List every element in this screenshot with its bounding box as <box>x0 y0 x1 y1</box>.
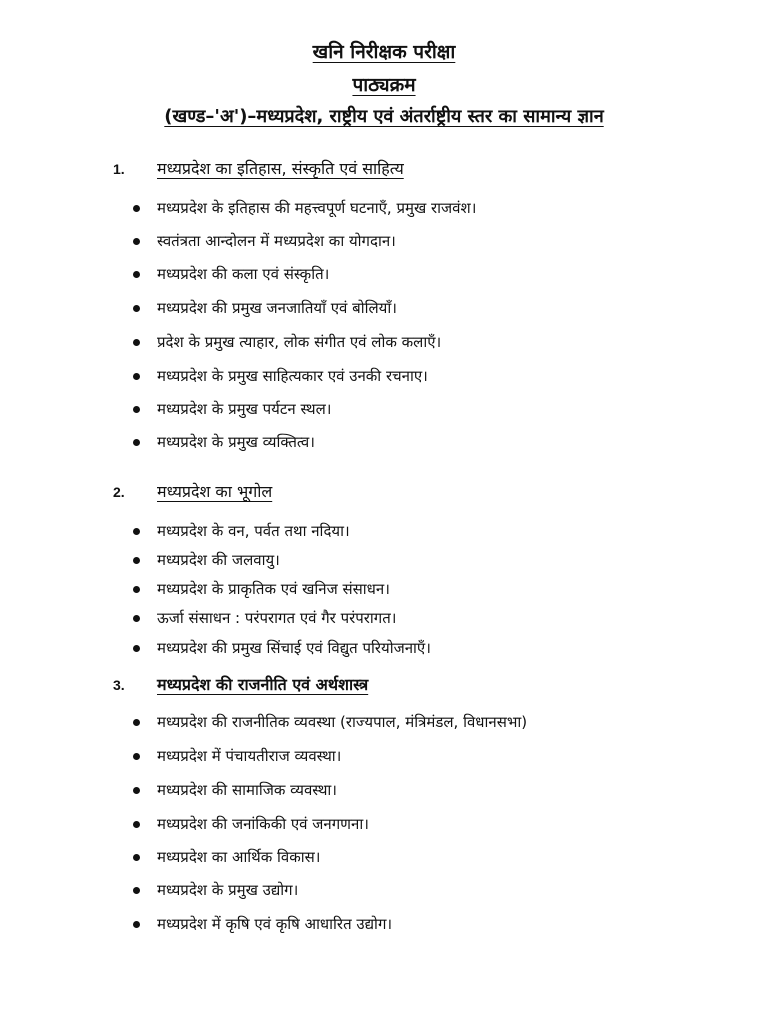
section-3-number: 3. <box>113 677 125 693</box>
bullet-icon <box>133 406 140 413</box>
list-item: मध्यप्रदेश की कला एवं संस्कृति। <box>133 262 329 286</box>
list-item: मध्यप्रदेश की राजनीतिक व्यवस्था (राज्यपाल, मंत्रिमंडल, विधानसभा) <box>133 710 527 734</box>
bullet-icon <box>133 373 140 380</box>
bullet-icon <box>133 821 140 828</box>
list-item: मध्यप्रदेश का आर्थिक विकास। <box>133 845 321 869</box>
document-subtitle: पाठ्यक्रम <box>352 74 416 96</box>
section-2-number: 2. <box>113 484 125 500</box>
bullet-icon <box>133 339 140 346</box>
section-3-title: मध्यप्रदेश की राजनीति एवं अर्थशास्त्र <box>157 675 369 694</box>
list-item: प्रदेश के प्रमुख त्याहार, लोक संगीत एवं लोक कलाएँ। <box>133 330 441 354</box>
bullet-icon <box>133 586 140 593</box>
list-item: मध्यप्रदेश के प्रमुख व्यक्तित्व। <box>133 430 315 454</box>
bullet-icon <box>133 439 140 446</box>
bullet-icon <box>133 753 140 760</box>
list-item: मध्यप्रदेश की प्रमुख जनजातियाँ एवं बोलियाँ। <box>133 296 397 320</box>
list-item: मध्यप्रदेश की जनांकिकी एवं जनगणना। <box>133 812 369 836</box>
bullet-icon <box>133 271 140 278</box>
bullet-icon <box>133 787 140 794</box>
bullet-icon <box>133 854 140 861</box>
section-2-title: मध्यप्रदेश का भूगोल <box>157 482 273 501</box>
bullet-icon <box>133 645 140 652</box>
list-item: मध्यप्रदेश के प्राकृतिक एवं खनिज संसाधन। <box>133 577 390 601</box>
section-a-heading: (खण्ड–'अ')–मध्यप्रदेश, राष्ट्रीय एवं अंतर्राष्ट्रीय स्तर का सामान्य ज्ञान <box>164 106 604 127</box>
bullet-icon <box>133 887 140 894</box>
bullet-icon <box>133 238 140 245</box>
list-item: मध्यप्रदेश के प्रमुख पर्यटन स्थल। <box>133 397 331 421</box>
bullet-icon <box>133 615 140 622</box>
bullet-icon <box>133 528 140 535</box>
list-item: स्वतंत्रता आन्दोलन में मध्यप्रदेश का योगदान। <box>133 229 396 253</box>
bullet-icon <box>133 557 140 564</box>
section-1-number: 1. <box>113 161 125 177</box>
bullet-icon <box>133 921 140 928</box>
list-item: मध्यप्रदेश के प्रमुख साहित्यकार एवं उनकी रचनाए। <box>133 364 428 388</box>
list-item: मध्यप्रदेश की सामाजिक व्यवस्था। <box>133 778 337 802</box>
document-title: खनि निरीक्षक परीक्षा <box>312 41 456 63</box>
list-item: मध्यप्रदेश के वन, पर्वत तथा नदिया। <box>133 519 350 543</box>
list-item: मध्यप्रदेश में पंचायतीराज व्यवस्था। <box>133 744 341 768</box>
list-item: मध्यप्रदेश की प्रमुख सिंचाई एवं विद्युत परियोजनाएँ। <box>133 636 431 660</box>
bullet-icon <box>133 305 140 312</box>
list-item: मध्यप्रदेश में कृषि एवं कृषि आधारित उद्योग। <box>133 912 392 936</box>
section-1-title: मध्यप्रदेश का इतिहास, संस्कृति एवं साहित्य <box>157 159 404 178</box>
bullet-icon <box>133 205 140 212</box>
list-item: मध्यप्रदेश के इतिहास की महत्त्वपूर्ण घटनाएँ, प्रमुख राजवंश। <box>133 196 476 220</box>
list-item: मध्यप्रदेश की जलवायु। <box>133 548 280 572</box>
bullet-icon <box>133 719 140 726</box>
list-item: मध्यप्रदेश के प्रमुख उद्योग। <box>133 878 298 902</box>
list-item: ऊर्जा संसाधन : परंपरागत एवं गैर परंपरागत। <box>133 606 396 630</box>
